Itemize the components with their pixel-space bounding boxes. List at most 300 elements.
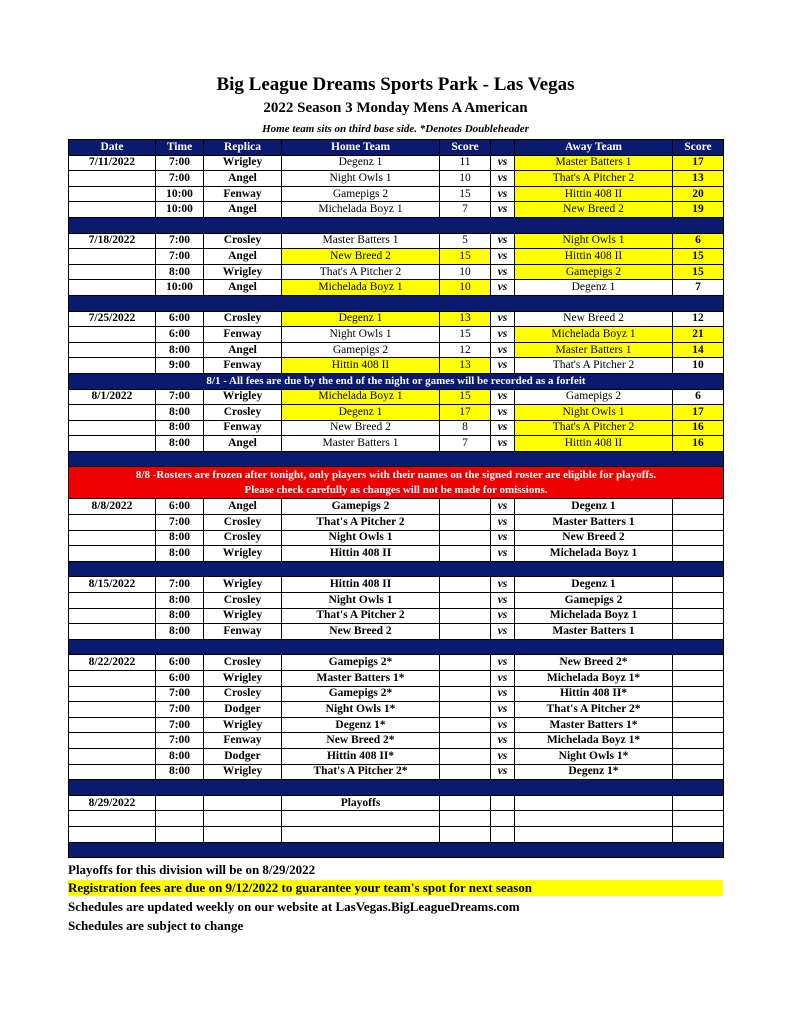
away-score-cell — [673, 748, 724, 764]
time-cell — [156, 795, 204, 811]
home-team-cell: Master Batters 1 — [282, 436, 440, 452]
home-score-cell: 15 — [440, 389, 491, 405]
vs-cell: vs — [491, 171, 515, 187]
schedule-table — [68, 139, 724, 858]
date-cell — [69, 624, 156, 640]
away-score-cell: 15 — [673, 249, 724, 265]
vs-cell — [491, 811, 515, 827]
away-team-cell: Michelada Boyz 1 — [515, 608, 673, 624]
replica-cell: Angel — [204, 436, 282, 452]
footer-website-note: Schedules are updated weekly on our website at LasVegas.BigLeagueDreams.com — [68, 899, 520, 914]
away-team-cell: Gamepigs 2 — [515, 593, 673, 609]
game-row — [69, 327, 724, 343]
replica-cell: Crosley — [204, 593, 282, 609]
replica-cell: Fenway — [204, 624, 282, 640]
away-score-cell — [673, 515, 724, 531]
date-cell — [69, 327, 156, 343]
home-team-cell: Hittin 408 II — [282, 546, 440, 562]
game-row — [69, 733, 724, 749]
home-score-cell: 15 — [440, 327, 491, 343]
home-team-cell: New Breed 2 — [282, 624, 440, 640]
replica-cell: Wrigley — [204, 671, 282, 687]
away-score-cell: 14 — [673, 342, 724, 358]
home-score-cell — [440, 624, 491, 640]
away-score-cell — [673, 702, 724, 718]
away-score-cell — [673, 577, 724, 593]
vs-cell: vs — [491, 655, 515, 671]
away-team-cell: Hittin 408 II* — [515, 686, 673, 702]
date-cell: 8/29/2022 — [69, 795, 156, 811]
replica-cell: Crosley — [204, 311, 282, 327]
footer-playoffs-note: Playoffs for this division will be on 8/29/2022 — [68, 862, 316, 877]
time-cell: 8:00 — [156, 748, 204, 764]
away-score-cell — [673, 624, 724, 640]
away-score-cell — [673, 764, 724, 780]
replica-cell: Wrigley — [204, 264, 282, 280]
away-score-cell — [673, 795, 724, 811]
away-score-cell — [673, 826, 724, 842]
game-row — [69, 311, 724, 327]
replica-cell: Fenway — [204, 186, 282, 202]
home-team-cell: Night Owls 1 — [282, 593, 440, 609]
home-score-cell: 15 — [440, 186, 491, 202]
game-row — [69, 249, 724, 265]
away-score-cell: 17 — [673, 155, 724, 171]
away-score-cell — [673, 811, 724, 827]
game-row — [69, 748, 724, 764]
home-score-cell — [440, 811, 491, 827]
home-team-cell: Night Owls 1 — [282, 171, 440, 187]
away-score-cell: 6 — [673, 389, 724, 405]
date-cell — [69, 702, 156, 718]
vs-cell: vs — [491, 530, 515, 546]
separator-cell — [69, 561, 724, 577]
time-cell: 7:00 — [156, 155, 204, 171]
footer-change-note: Schedules are subject to change — [68, 918, 244, 933]
replica-cell: Angel — [204, 171, 282, 187]
time-cell: 8:00 — [156, 342, 204, 358]
away-score-cell: 16 — [673, 420, 724, 436]
date-cell: 7/25/2022 — [69, 311, 156, 327]
away-team-cell: That's A Pitcher 2 — [515, 420, 673, 436]
column-header-away-team: Away Team — [515, 140, 673, 156]
home-score-cell: 7 — [440, 202, 491, 218]
game-row — [69, 405, 724, 421]
home-score-cell — [440, 546, 491, 562]
away-score-cell: 16 — [673, 436, 724, 452]
vs-cell: vs — [491, 546, 515, 562]
time-cell: 6:00 — [156, 311, 204, 327]
vs-cell: vs — [491, 358, 515, 374]
home-team-cell: New Breed 2 — [282, 420, 440, 436]
column-header-vs — [491, 140, 515, 156]
time-cell: 7:00 — [156, 389, 204, 405]
home-team-cell: Michelada Boyz 1 — [282, 389, 440, 405]
game-row — [69, 764, 724, 780]
alert-row — [69, 467, 724, 499]
home-score-cell: 10 — [440, 264, 491, 280]
away-team-cell — [515, 795, 673, 811]
date-cell — [69, 515, 156, 531]
replica-cell — [204, 795, 282, 811]
replica-cell: Wrigley — [204, 389, 282, 405]
away-team-cell: New Breed 2* — [515, 655, 673, 671]
home-score-cell — [440, 671, 491, 687]
game-row — [69, 171, 724, 187]
replica-cell: Fenway — [204, 358, 282, 374]
column-header-away-score: Score — [673, 140, 724, 156]
time-cell: 7:00 — [156, 515, 204, 531]
home-team-cell: Gamepigs 2 — [282, 342, 440, 358]
home-team-cell: Playoffs — [282, 795, 440, 811]
away-score-cell — [673, 546, 724, 562]
replica-cell: Crosley — [204, 405, 282, 421]
vs-cell: vs — [491, 499, 515, 515]
vs-cell: vs — [491, 436, 515, 452]
home-score-cell: 12 — [440, 342, 491, 358]
vs-cell: vs — [491, 624, 515, 640]
time-cell: 7:00 — [156, 717, 204, 733]
away-team-cell: Michelada Boyz 1 — [515, 327, 673, 343]
game-row — [69, 577, 724, 593]
vs-cell: vs — [491, 405, 515, 421]
home-score-cell — [440, 499, 491, 515]
home-score-cell — [440, 795, 491, 811]
replica-cell — [204, 811, 282, 827]
date-cell — [69, 530, 156, 546]
empty-row — [69, 811, 724, 827]
vs-cell: vs — [491, 515, 515, 531]
home-team-cell: Hittin 408 II — [282, 577, 440, 593]
date-cell — [69, 593, 156, 609]
game-row — [69, 717, 724, 733]
away-score-cell: 17 — [673, 405, 724, 421]
game-row — [69, 515, 724, 531]
date-cell — [69, 608, 156, 624]
away-score-cell — [673, 655, 724, 671]
game-row — [69, 671, 724, 687]
home-score-cell: 5 — [440, 233, 491, 249]
home-team-cell: Hittin 408 II — [282, 358, 440, 374]
away-team-cell: Hittin 408 II — [515, 249, 673, 265]
home-score-cell — [440, 826, 491, 842]
home-score-cell — [440, 733, 491, 749]
away-score-cell: 6 — [673, 233, 724, 249]
replica-cell: Angel — [204, 202, 282, 218]
away-team-cell: Hittin 408 II — [515, 186, 673, 202]
away-team-cell — [515, 826, 673, 842]
date-cell — [69, 171, 156, 187]
empty-row — [69, 826, 724, 842]
separator-row — [69, 561, 724, 577]
away-team-cell — [515, 811, 673, 827]
home-score-cell — [440, 655, 491, 671]
home-score-cell — [440, 577, 491, 593]
date-cell: 7/18/2022 — [69, 233, 156, 249]
replica-cell: Wrigley — [204, 155, 282, 171]
separator-row — [69, 780, 724, 796]
away-score-cell — [673, 593, 724, 609]
away-score-cell — [673, 530, 724, 546]
home-score-cell: 11 — [440, 155, 491, 171]
date-cell — [69, 811, 156, 827]
time-cell: 8:00 — [156, 593, 204, 609]
home-team-cell: Night Owls 1 — [282, 327, 440, 343]
date-cell — [69, 717, 156, 733]
time-cell: 10:00 — [156, 186, 204, 202]
time-cell: 7:00 — [156, 249, 204, 265]
home-score-cell — [440, 702, 491, 718]
game-row — [69, 342, 724, 358]
home-score-cell: 13 — [440, 358, 491, 374]
replica-cell: Crosley — [204, 686, 282, 702]
vs-cell: vs — [491, 671, 515, 687]
date-cell — [69, 748, 156, 764]
date-cell — [69, 358, 156, 374]
game-row — [69, 608, 724, 624]
replica-cell: Angel — [204, 342, 282, 358]
alert-text — [69, 467, 724, 499]
notice-text: 8/1 - All fees are due by the end of the night or games will be recorded as a forfeit — [69, 373, 724, 389]
replica-cell: Angel — [204, 499, 282, 515]
away-team-cell: Master Batters 1* — [515, 717, 673, 733]
replica-cell: Wrigley — [204, 608, 282, 624]
vs-cell: vs — [491, 686, 515, 702]
away-score-cell: 7 — [673, 280, 724, 296]
vs-cell — [491, 826, 515, 842]
away-team-cell: Degenz 1 — [515, 499, 673, 515]
date-cell — [69, 342, 156, 358]
game-row — [69, 358, 724, 374]
time-cell: 6:00 — [156, 655, 204, 671]
home-team-cell: Gamepigs 2 — [282, 186, 440, 202]
game-row — [69, 233, 724, 249]
game-row — [69, 702, 724, 718]
home-score-cell — [440, 686, 491, 702]
time-cell: 9:00 — [156, 358, 204, 374]
date-cell: 7/11/2022 — [69, 155, 156, 171]
time-cell: 8:00 — [156, 405, 204, 421]
game-row — [69, 155, 724, 171]
separator-cell — [69, 451, 724, 467]
date-cell: 8/1/2022 — [69, 389, 156, 405]
game-row — [69, 202, 724, 218]
time-cell: 6:00 — [156, 499, 204, 515]
vs-cell: vs — [491, 577, 515, 593]
away-team-cell: That's A Pitcher 2 — [515, 358, 673, 374]
game-row — [69, 436, 724, 452]
vs-cell: vs — [491, 249, 515, 265]
time-cell: 8:00 — [156, 530, 204, 546]
vs-cell: vs — [491, 202, 515, 218]
date-cell — [69, 546, 156, 562]
separator-row — [69, 295, 724, 311]
home-team-cell: Gamepigs 2 — [282, 499, 440, 515]
home-team-cell: Degenz 1* — [282, 717, 440, 733]
page-title: Big League Dreams Sports Park - Las Vegas — [216, 74, 575, 95]
time-cell: 7:00 — [156, 686, 204, 702]
away-team-cell: Hittin 408 II — [515, 436, 673, 452]
page-subtitle: 2022 Season 3 Monday Mens A American — [263, 100, 528, 116]
home-team-cell: Master Batters 1 — [282, 233, 440, 249]
home-team-cell: Night Owls 1* — [282, 702, 440, 718]
away-score-cell — [673, 733, 724, 749]
alert-line-2: Please check carefully as changes will not be made for omissions. — [244, 483, 548, 496]
away-score-cell: 13 — [673, 171, 724, 187]
away-score-cell: 10 — [673, 358, 724, 374]
time-cell: 6:00 — [156, 327, 204, 343]
date-cell: 8/8/2022 — [69, 499, 156, 515]
home-score-cell: 17 — [440, 405, 491, 421]
game-row — [69, 264, 724, 280]
home-team-cell: Master Batters 1* — [282, 671, 440, 687]
home-team-cell: Michelada Boyz 1 — [282, 202, 440, 218]
date-cell — [69, 671, 156, 687]
replica-cell: Wrigley — [204, 717, 282, 733]
date-cell — [69, 420, 156, 436]
away-team-cell: Michelada Boyz 1* — [515, 733, 673, 749]
vs-cell: vs — [491, 264, 515, 280]
vs-cell: vs — [491, 748, 515, 764]
game-row — [69, 686, 724, 702]
away-score-cell: 19 — [673, 202, 724, 218]
home-score-cell: 7 — [440, 436, 491, 452]
game-row — [69, 593, 724, 609]
time-cell: 7:00 — [156, 233, 204, 249]
away-score-cell: 20 — [673, 186, 724, 202]
schedule-note: Home team sits on third base side. *Denotes Doubleheader — [262, 123, 529, 135]
time-cell: 7:00 — [156, 702, 204, 718]
time-cell: 7:00 — [156, 577, 204, 593]
separator-cell — [69, 780, 724, 796]
time-cell: 7:00 — [156, 733, 204, 749]
table-header-row — [69, 140, 724, 156]
home-team-cell: Degenz 1 — [282, 311, 440, 327]
away-score-cell: 15 — [673, 264, 724, 280]
home-team-cell: Gamepigs 2* — [282, 686, 440, 702]
vs-cell: vs — [491, 702, 515, 718]
column-header-time: Time — [156, 140, 204, 156]
time-cell: 8:00 — [156, 624, 204, 640]
game-row — [69, 280, 724, 296]
time-cell — [156, 826, 204, 842]
date-cell — [69, 733, 156, 749]
separator-row — [69, 639, 724, 655]
home-team-cell: Night Owls 1 — [282, 530, 440, 546]
date-cell — [69, 264, 156, 280]
game-row — [69, 530, 724, 546]
column-header-home-score: Score — [440, 140, 491, 156]
away-team-cell: Master Batters 1 — [515, 624, 673, 640]
replica-cell: Crosley — [204, 655, 282, 671]
away-team-cell: Gamepigs 2 — [515, 264, 673, 280]
vs-cell: vs — [491, 233, 515, 249]
time-cell: 8:00 — [156, 608, 204, 624]
separator-cell — [69, 295, 724, 311]
home-team-cell: That's A Pitcher 2* — [282, 764, 440, 780]
home-team-cell: That's A Pitcher 2 — [282, 608, 440, 624]
schedule-body — [69, 155, 724, 858]
separator-cell — [69, 639, 724, 655]
replica-cell — [204, 826, 282, 842]
home-score-cell — [440, 748, 491, 764]
home-score-cell — [440, 515, 491, 531]
replica-cell: Wrigley — [204, 764, 282, 780]
vs-cell: vs — [491, 155, 515, 171]
vs-cell: vs — [491, 608, 515, 624]
replica-cell: Angel — [204, 249, 282, 265]
vs-cell: vs — [491, 327, 515, 343]
away-team-cell: That's A Pitcher 2 — [515, 171, 673, 187]
home-score-cell — [440, 530, 491, 546]
separator-row — [69, 451, 724, 467]
home-team-cell: New Breed 2 — [282, 249, 440, 265]
vs-cell: vs — [491, 764, 515, 780]
date-cell: 8/22/2022 — [69, 655, 156, 671]
time-cell — [156, 811, 204, 827]
date-cell — [69, 405, 156, 421]
vs-cell: vs — [491, 389, 515, 405]
home-score-cell — [440, 593, 491, 609]
home-score-cell — [440, 764, 491, 780]
home-team-cell — [282, 826, 440, 842]
home-team-cell: That's A Pitcher 2 — [282, 515, 440, 531]
away-score-cell — [673, 499, 724, 515]
footer-registration-note: Registration fees are due on 9/12/2022 to guarantee your team's spot for next season — [68, 880, 723, 896]
separator-cell — [69, 217, 724, 233]
home-score-cell — [440, 608, 491, 624]
date-cell — [69, 436, 156, 452]
away-team-cell: Michelada Boyz 1* — [515, 671, 673, 687]
away-team-cell: Degenz 1 — [515, 280, 673, 296]
away-team-cell: New Breed 2 — [515, 311, 673, 327]
vs-cell — [491, 795, 515, 811]
replica-cell: Crosley — [204, 530, 282, 546]
replica-cell: Wrigley — [204, 577, 282, 593]
away-team-cell: New Breed 2 — [515, 202, 673, 218]
vs-cell: vs — [491, 280, 515, 296]
home-team-cell — [282, 811, 440, 827]
time-cell: 8:00 — [156, 764, 204, 780]
home-score-cell: 15 — [440, 249, 491, 265]
vs-cell: vs — [491, 717, 515, 733]
date-cell — [69, 249, 156, 265]
home-team-cell: Degenz 1 — [282, 155, 440, 171]
time-cell: 6:00 — [156, 671, 204, 687]
away-team-cell: Master Batters 1 — [515, 342, 673, 358]
date-cell — [69, 686, 156, 702]
time-cell: 8:00 — [156, 264, 204, 280]
away-team-cell: Gamepigs 2 — [515, 389, 673, 405]
game-row — [69, 389, 724, 405]
away-team-cell: Night Owls 1 — [515, 405, 673, 421]
away-score-cell — [673, 717, 724, 733]
separator-cell — [69, 842, 724, 858]
time-cell: 7:00 — [156, 171, 204, 187]
date-cell — [69, 764, 156, 780]
home-team-cell: New Breed 2* — [282, 733, 440, 749]
replica-cell: Dodger — [204, 702, 282, 718]
time-cell: 8:00 — [156, 546, 204, 562]
away-team-cell: Night Owls 1 — [515, 233, 673, 249]
column-header-date: Date — [69, 140, 156, 156]
away-team-cell: That's A Pitcher 2* — [515, 702, 673, 718]
game-row — [69, 546, 724, 562]
time-cell: 8:00 — [156, 436, 204, 452]
home-score-cell: 10 — [440, 280, 491, 296]
home-score-cell — [440, 717, 491, 733]
vs-cell: vs — [491, 311, 515, 327]
